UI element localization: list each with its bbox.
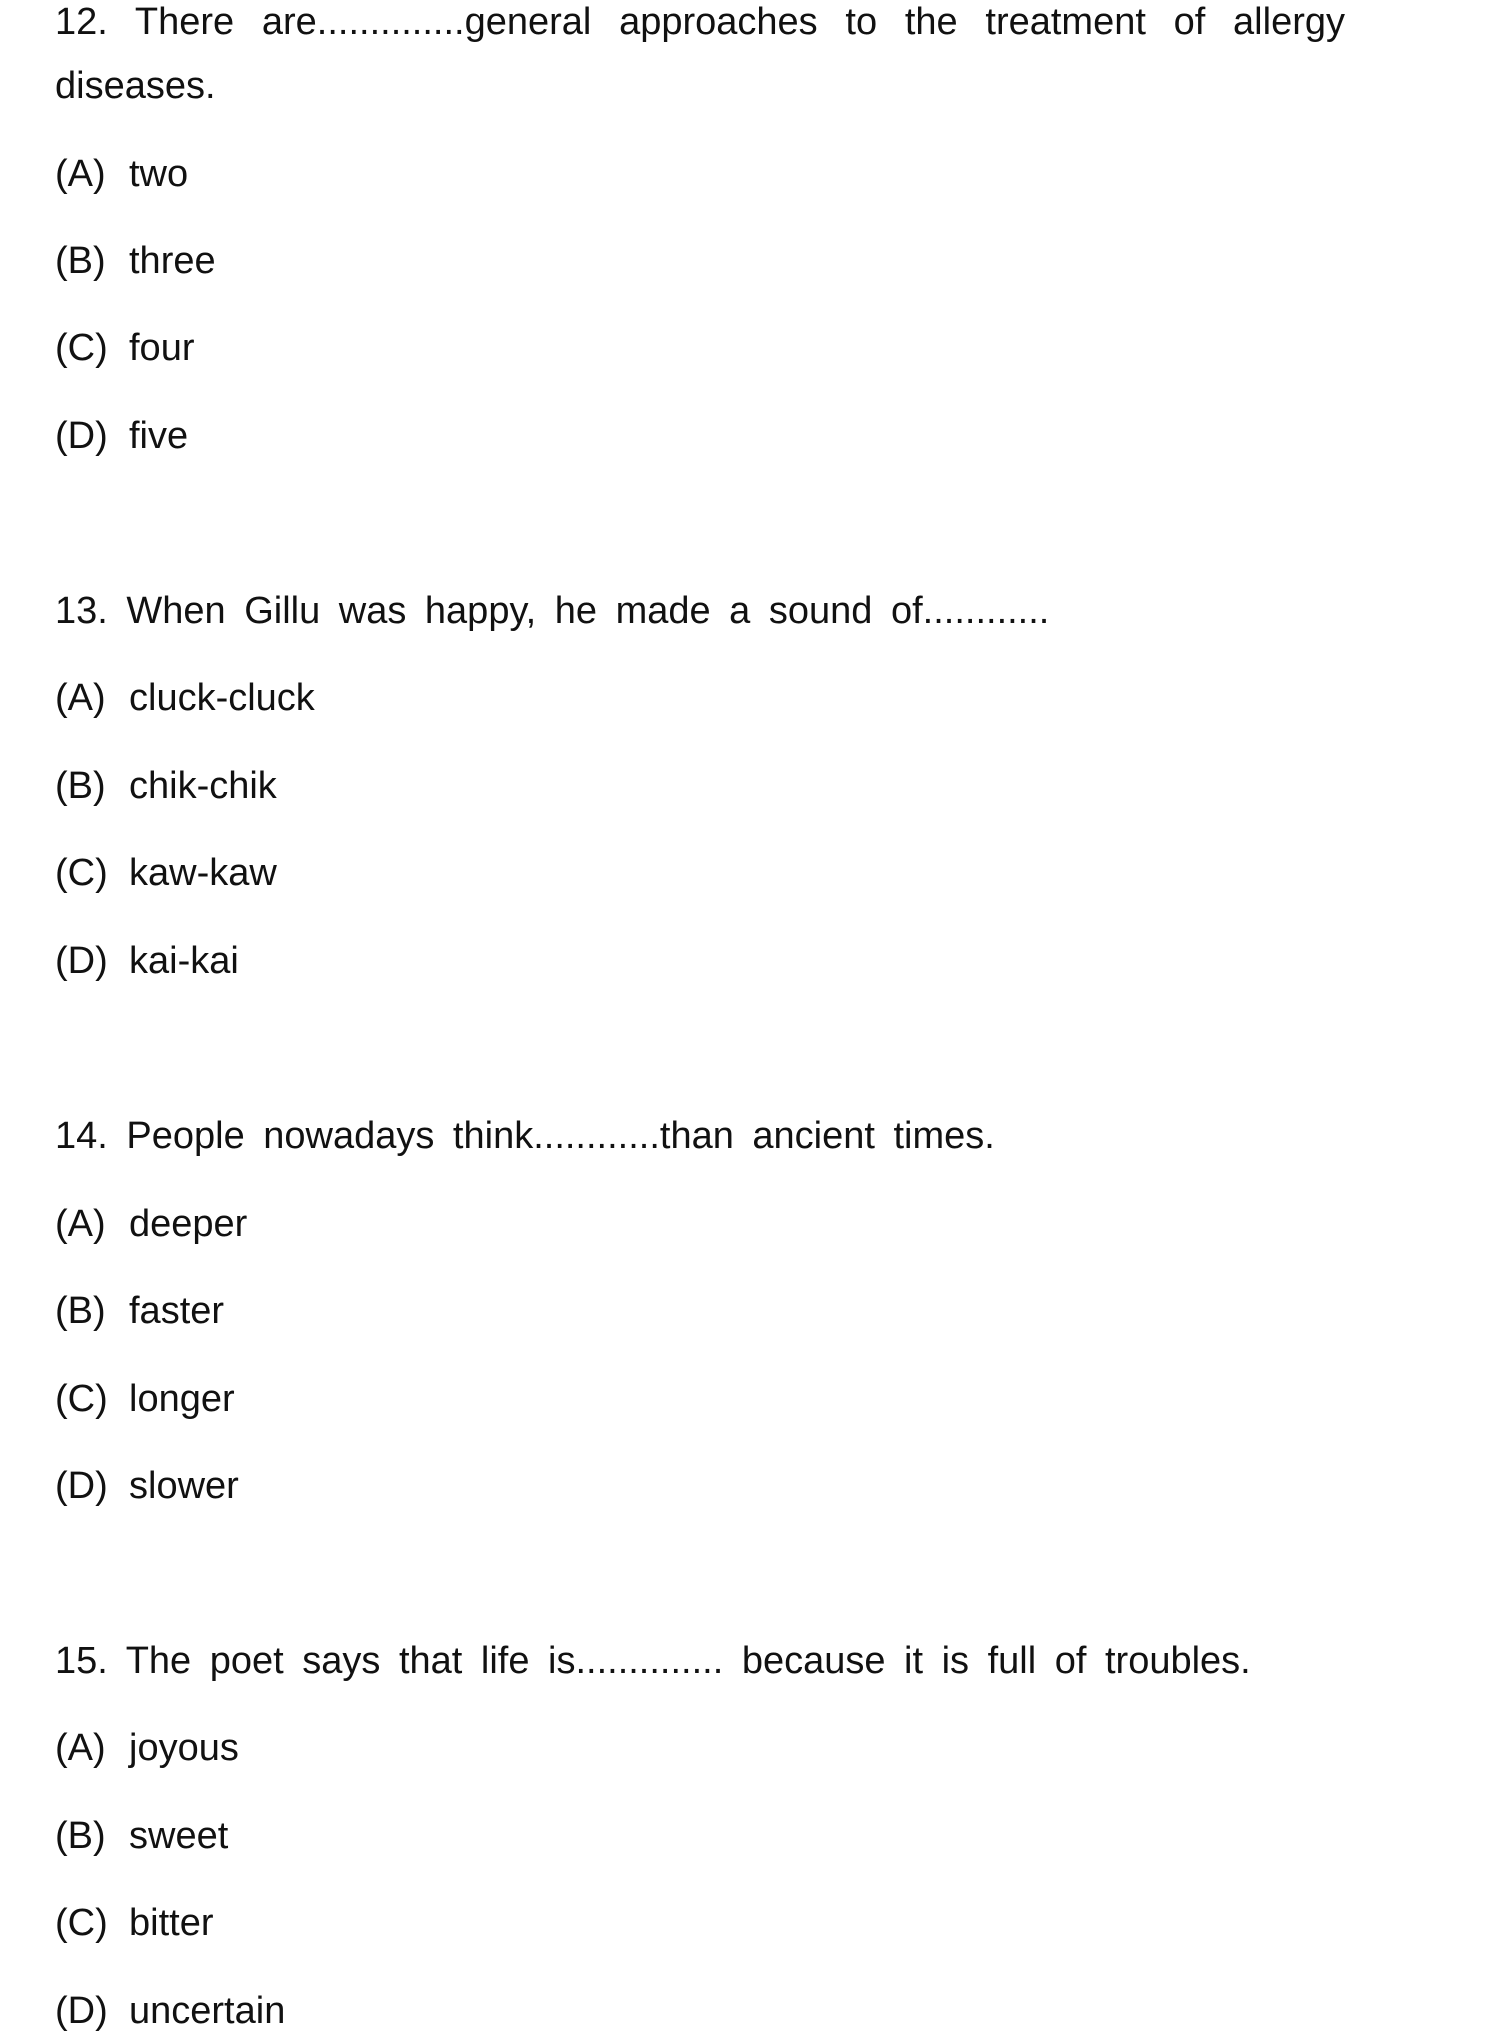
option-b: [55, 1289, 224, 1333]
option-text: two: [129, 153, 189, 195]
option-c: [55, 851, 277, 895]
option-text: sweet: [129, 1815, 229, 1857]
option-label: (A): [55, 1727, 106, 1769]
option-label: (C): [55, 852, 108, 894]
option-label: (A): [55, 153, 106, 195]
option-text: kaw-kaw: [129, 852, 277, 894]
question-text: 15. The poet says that life is.............. because it is full of troubles.: [55, 1640, 1251, 1682]
option-text: longer: [129, 1378, 235, 1420]
option-text: deeper: [129, 1203, 248, 1245]
option-text: five: [129, 415, 189, 457]
option-a: [55, 1202, 247, 1246]
option-label: (D): [55, 1465, 108, 1507]
option-text: chik-chik: [129, 765, 277, 807]
option-b: [55, 1814, 228, 1858]
option-text: slower: [129, 1465, 239, 1507]
option-d: [55, 939, 239, 983]
option-d: [55, 1464, 239, 1508]
option-label: (D): [55, 415, 108, 457]
option-text: bitter: [129, 1902, 214, 1944]
option-text: four: [129, 327, 195, 369]
option-a: [55, 676, 315, 720]
option-text: kai-kai: [129, 940, 239, 982]
question-text: 12. There are..............general approaches to the treatment of allergy: [55, 1, 1345, 43]
option-label: (A): [55, 1203, 106, 1245]
option-text: three: [129, 240, 216, 282]
option-label: (C): [55, 1902, 108, 1944]
option-label: (C): [55, 327, 108, 369]
option-b: [55, 764, 277, 808]
option-d: [55, 1989, 285, 2033]
question-text: 13. When Gillu was happy, he made a sound of............: [55, 590, 1050, 632]
question-text: 14. People nowadays think............than ancient times.: [55, 1115, 995, 1157]
option-label: (B): [55, 240, 106, 282]
option-b: [55, 239, 216, 283]
option-text: cluck-cluck: [129, 677, 315, 719]
option-label: (A): [55, 677, 106, 719]
option-text: joyous: [129, 1727, 239, 1769]
option-label: (B): [55, 1815, 106, 1857]
option-c: [55, 326, 194, 370]
option-label: (B): [55, 765, 106, 807]
option-text: uncertain: [129, 1990, 286, 2032]
option-label: (D): [55, 1990, 108, 2032]
option-d: [55, 414, 188, 458]
option-label: (C): [55, 1378, 108, 1420]
option-c: [55, 1901, 213, 1945]
option-a: [55, 152, 188, 196]
question-text-cont: diseases.: [55, 65, 216, 107]
option-label: (B): [55, 1290, 106, 1332]
option-label: (D): [55, 940, 108, 982]
option-c: [55, 1377, 235, 1421]
option-a: [55, 1726, 239, 1770]
option-text: faster: [129, 1290, 225, 1332]
